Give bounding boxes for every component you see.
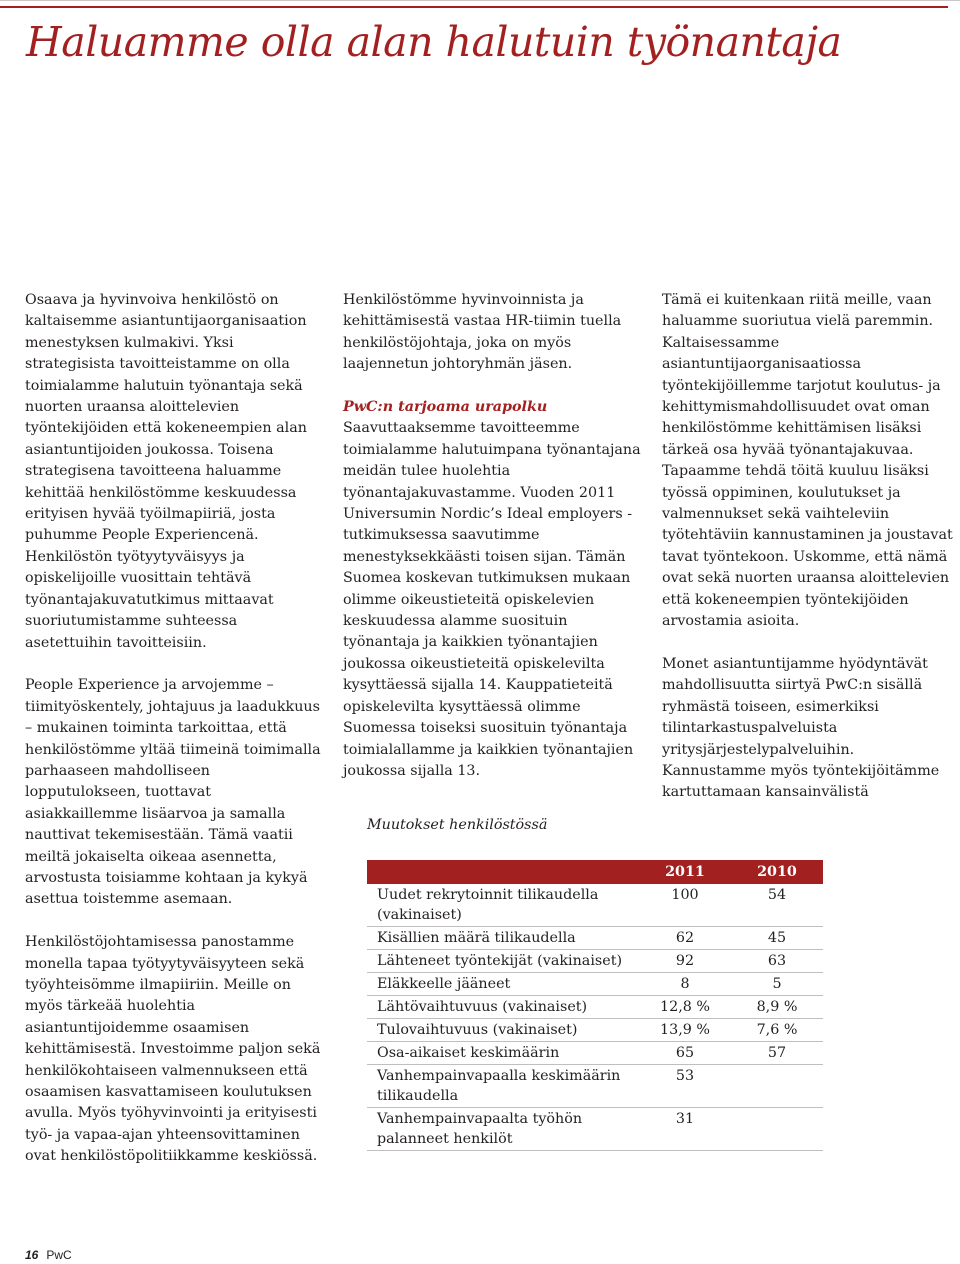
value-2010: 45 bbox=[731, 927, 823, 950]
table-caption: Muutokset henkilöstössä bbox=[367, 817, 548, 833]
table-header-cell bbox=[367, 860, 639, 884]
value-2011: 65 bbox=[639, 1042, 731, 1065]
table-row bbox=[367, 950, 823, 973]
footer-brand: PwC bbox=[46, 1248, 72, 1262]
page-number: 16 bbox=[25, 1248, 39, 1262]
value-2010: 5 bbox=[731, 973, 823, 996]
table-row bbox=[367, 973, 823, 996]
paragraph: Henkilöstömme hyvinvoinnista ja kehittämisestä vastaa HR-tiimin tuella henkilöstöjohtaja, joka on myös laajennetun johtoryhmän jäsen. bbox=[343, 292, 622, 373]
page-footer bbox=[25, 1248, 72, 1262]
table-header-row bbox=[367, 860, 823, 884]
value-2010: 8,9 % bbox=[731, 996, 823, 1019]
table-row bbox=[367, 927, 823, 950]
row-label: Eläkkeelle jääneet bbox=[367, 973, 639, 996]
text-column-3 bbox=[662, 290, 960, 825]
table-row bbox=[367, 884, 823, 927]
value-2011: 53 bbox=[639, 1065, 731, 1108]
value-2010 bbox=[731, 1108, 823, 1151]
paragraph: Osaava ja hyvinvoiva henkilöstö on kaltaisemme asiantuntijaorganisaation menestyksen kulmakivi. Yksi strategisista tavoitteistamme on olla toimialamme halutuin työnantaja sekä nuorten uraansa aloittelevien työntekijöiden että kokeneempien alan asiantuntijoiden joukossa. Toisena strategisena tavoitteena haluamme kehittää henkilöstömme keskuudessa erityisen hyvää työilmapiiriä, josta puhumme People Experiencenä. Henkilöstön työtyytyväisyys ja opiskelijoille vuosittain tehtävä työnantajakuvatutkimus mittaavat suoriutumistamme suhteessa asetettuihin tavoitteisiin. bbox=[25, 292, 307, 651]
value-2011: 13,9 % bbox=[639, 1019, 731, 1042]
value-2011: 92 bbox=[639, 950, 731, 973]
text-column-2 bbox=[343, 290, 643, 804]
row-label: Kisällien määrä tilikaudella bbox=[367, 927, 639, 950]
row-label: Vanhempainvapaalta työhön palanneet henkilöt bbox=[367, 1108, 639, 1151]
value-2011: 31 bbox=[639, 1108, 731, 1151]
top-rule bbox=[0, 0, 960, 1]
value-2010: 7,6 % bbox=[731, 1019, 823, 1042]
table-row bbox=[367, 996, 823, 1019]
section-subheading: PwC:n tarjoama urapolku bbox=[343, 399, 548, 416]
table-row bbox=[367, 1019, 823, 1042]
page-title: Haluamme olla alan halutuin työnantaja bbox=[26, 18, 842, 66]
value-2011: 8 bbox=[639, 973, 731, 996]
value-2010: 54 bbox=[731, 884, 823, 927]
paragraph: Monet asiantuntijamme hyödyntävät mahdollisuutta siirtyä PwC:n sisällä ryhmästä toiseen, esimerkiksi tilintarkastuspalveluista yritysjärjestelypalveluihin. Kannustamme myös työntekijöitämme kartuttamaan kansainvälistä bbox=[662, 655, 940, 801]
value-2011: 100 bbox=[639, 884, 731, 927]
table-header-cell: 2011 bbox=[639, 860, 731, 884]
value-2010: 57 bbox=[731, 1042, 823, 1065]
row-label: Osa-aikaiset keskimäärin bbox=[367, 1042, 639, 1065]
row-label: Lähteneet työntekijät (vakinaiset) bbox=[367, 950, 639, 973]
accent-rule bbox=[0, 6, 948, 8]
paragraph: Saavuttaaksemme tavoitteemme toimialamme halutuimpana työnantajana meidän tulee huolehtia työnantajakuvastamme. Vuoden 2011 Universumin Nordic’s Ideal employers -tutkimuksessa saavutimme menestyksekkäästi toisen sijan. Tämän Suomea koskevan tutkimuksen mukaan olimme oikeustieteitä opiskelevien keskuudessa alamme suosituin työnantaja ja kaikkien työnantajien joukossa oikeustieteitä opiskelevilta kysyttäessä sijalla 14. Kauppatieteitä opiskelevilta kysyttäessä olimme Suomessa toiseksi suosituin työnantaja toimialallamme ja kaikkien työnantajien joukossa sijalla 13. bbox=[343, 420, 641, 779]
text-column-1 bbox=[25, 290, 325, 1189]
paragraph: Henkilöstöjohtamisessa panostamme monella tapaa työtyytyväisyyteen sekä työyhteisömme ilmapiiriin. Meille on myös tärkeää huolehtia asiantuntijoidemme osaamisen kehittämisestä. Investoimme paljon sekä henkilökohtaiseen valmennukseen että osaamisen kasvattamiseen koulutuksen avulla. Myös työhyvinvointi ja erityisesti työ- ja vapaa-ajan yhteensovittaminen ovat henkilöstöpolitiikkamme keskiössä. bbox=[25, 934, 321, 1165]
row-label: Tulovaihtuvuus (vakinaiset) bbox=[367, 1019, 639, 1042]
table-header-cell: 2010 bbox=[731, 860, 823, 884]
row-label: Lähtövaihtuvuus (vakinaiset) bbox=[367, 996, 639, 1019]
table-row bbox=[367, 1042, 823, 1065]
row-label: Vanhempainvapaalla keskimäärin tilikaudella bbox=[367, 1065, 639, 1108]
paragraph: Tämä ei kuitenkaan riitä meille, vaan haluamme suoriutua vielä paremmin. Kaltaisessamme asiantuntijaorganisaatiossa työntekijöillemme tarjotut koulutus- ja kehittymismahdollisuudet ovat oman henkilöstömme kehittämisen lisäksi tärkeä osa hyvää työnantajakuvaa. Tapaamme tehdä töitä kuuluu lisäksi työssä oppiminen, koulutukset ja valmennukset sekä vaihteleviin työtehtäviin kannustaminen ja joustavat tavat työntekoon. Uskomme, että nämä ovat sekä nuorten uraansa aloittelevien että kokeneempien työntekijöiden arvostamia asioita. bbox=[662, 292, 953, 630]
value-2010: 63 bbox=[731, 950, 823, 973]
value-2011: 12,8 % bbox=[639, 996, 731, 1019]
staff-changes-table bbox=[367, 860, 823, 1151]
row-label: Uudet rekrytoinnit tilikaudella (vakinaiset) bbox=[367, 884, 639, 927]
table-row bbox=[367, 1108, 823, 1151]
table-row bbox=[367, 1065, 823, 1108]
paragraph: People Experience ja arvojemme – tiimityöskentely, johtajuus ja laadukkuus – mukainen toiminta tarkoittaa, että henkilöstömme yltää tiimeinä toimimalla parhaaseen mahdolliseen lopputulokseen, tuottavat asiakkaillemme lisäarvoa ja samalla nauttivat tekemisestään. Tämä vaatii meiltä jokaiselta oikeaa asennetta, arvostusta toisiamme kohtaan ja kykyä asettua toistemme asemaan. bbox=[25, 677, 321, 908]
value-2011: 62 bbox=[639, 927, 731, 950]
value-2010 bbox=[731, 1065, 823, 1108]
